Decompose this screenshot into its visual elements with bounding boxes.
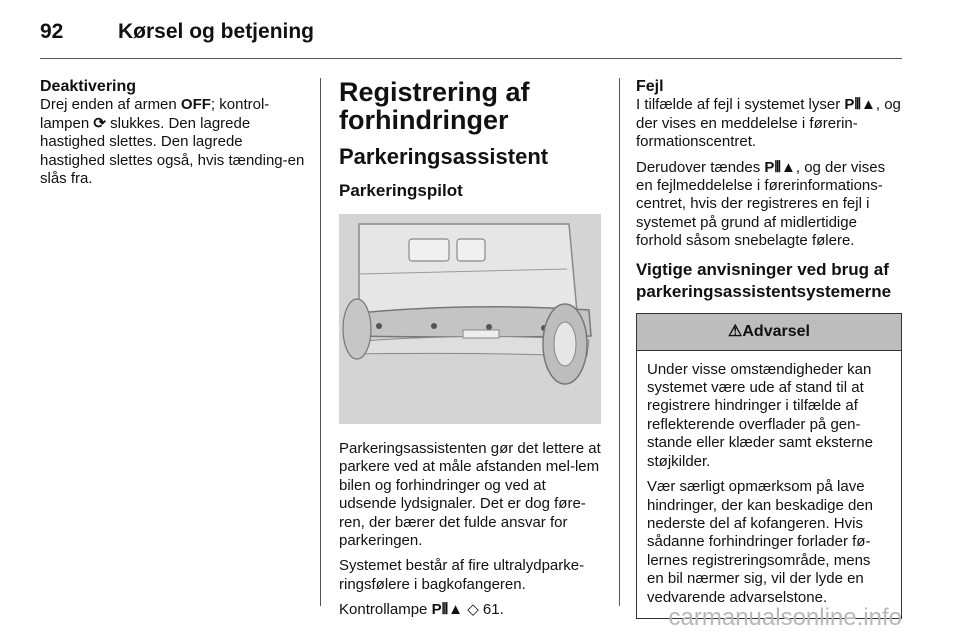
control-lamp-text (339, 601, 605, 619)
warning-body (637, 351, 901, 618)
page-header (40, 14, 902, 54)
column-2 (339, 78, 605, 627)
text-segment: , og der vises en fejlmeddelelse i førerinformations-centret, hvis der registreres en fejl i systemet på grund af midlertidige forhold såsom snebelagte følere. (636, 158, 886, 250)
park-assist-icon: P⦀▲ (844, 96, 876, 114)
section-heading-fejl: Fejl (636, 78, 664, 95)
column-3 (636, 78, 902, 619)
text-segment: , og der vises en meddelelse i førerin-formationscentret. (636, 96, 901, 151)
text-segment: Derudover tændes (636, 158, 765, 176)
warning-text-2: Vær særligt opmærksom på lave hindringer, der kan beskadige den nederste del af kofangeren. Hvis sådanne forhindringer forlader fø-lernes registreringsområde, mens en bil nærmer sig, vil der lyde en vedvarende advarselstone. (647, 478, 873, 606)
column-1 (40, 78, 308, 195)
fejl-text-1 (636, 96, 902, 151)
parking-assist-description: Parkeringsassistenten gør det lettere at parkere ved at måle afstanden mel-lem bilen og forhindringer og ved at udsende lydsignaler. Det er dog føre-ren, der bærer det fulde ansvar for parkeringen. (339, 440, 601, 550)
section-title-registrering: Registrering af forhindringer (339, 77, 530, 135)
park-assist-icon: P⦀▲ (764, 158, 796, 176)
section-heading-vigtige-anvisninger: Vigtige anvisninger ved brug af parkeringsassistentsystemerne (636, 259, 892, 301)
rear-bumper-illustration (339, 214, 601, 424)
text-segment: Drej enden af armen (40, 96, 181, 114)
header-divider (40, 58, 902, 59)
text-segment: ; kontrol- (210, 96, 270, 114)
text-segment: Kontrollampe (339, 601, 432, 619)
warning-triangle-icon: ⚠ (728, 322, 743, 340)
off-label: OFF (180, 96, 211, 114)
section-subtitle-parkeringsassistent: Parkeringsassistent (339, 144, 549, 169)
text-segment: lampen (40, 114, 94, 132)
rear-bumper-sensor-image (339, 214, 601, 424)
deaktivering-text (40, 96, 308, 188)
warning-text-1: Under visse omstændigheder kan systemet være ude af stand til at registrere hindringer i tilfælde af reflekterende overflader på gen-stande eller klæder samt eksterne støjkilder. (647, 360, 873, 470)
warning-header (637, 314, 901, 351)
watermark-text: carmanualsonline.info (668, 604, 902, 631)
warning-title: Advarsel (742, 322, 810, 340)
text-segment: I tilfælde af fejl i systemet lyser (636, 96, 845, 114)
text-segment: slukkes. Den lagrede hastighed slettes. Den lagrede hastighed slettes også, hvis tænding-en slås fra. (40, 114, 305, 188)
reference-arrow-icon: ◇ (467, 601, 479, 619)
page-title: Kørsel og betjening (118, 20, 315, 43)
section-subsub-parkeringspilot: Parkeringspilot (339, 181, 463, 200)
section-heading-deaktivering: Deaktivering (40, 78, 137, 95)
warning-box (636, 313, 902, 619)
sensor-count-text: Systemet består af fire ultralydparke-ringsfølere i bagkofangeren. (339, 557, 585, 593)
park-assist-icon: P⦀▲ (431, 601, 464, 619)
page-reference: 61. (478, 601, 504, 619)
fejl-text-2 (636, 159, 902, 251)
cruise-control-icon: ⟳ (93, 114, 106, 132)
column-divider-2 (619, 78, 620, 606)
column-divider-1 (320, 78, 321, 606)
page-number: 92 (40, 20, 64, 43)
